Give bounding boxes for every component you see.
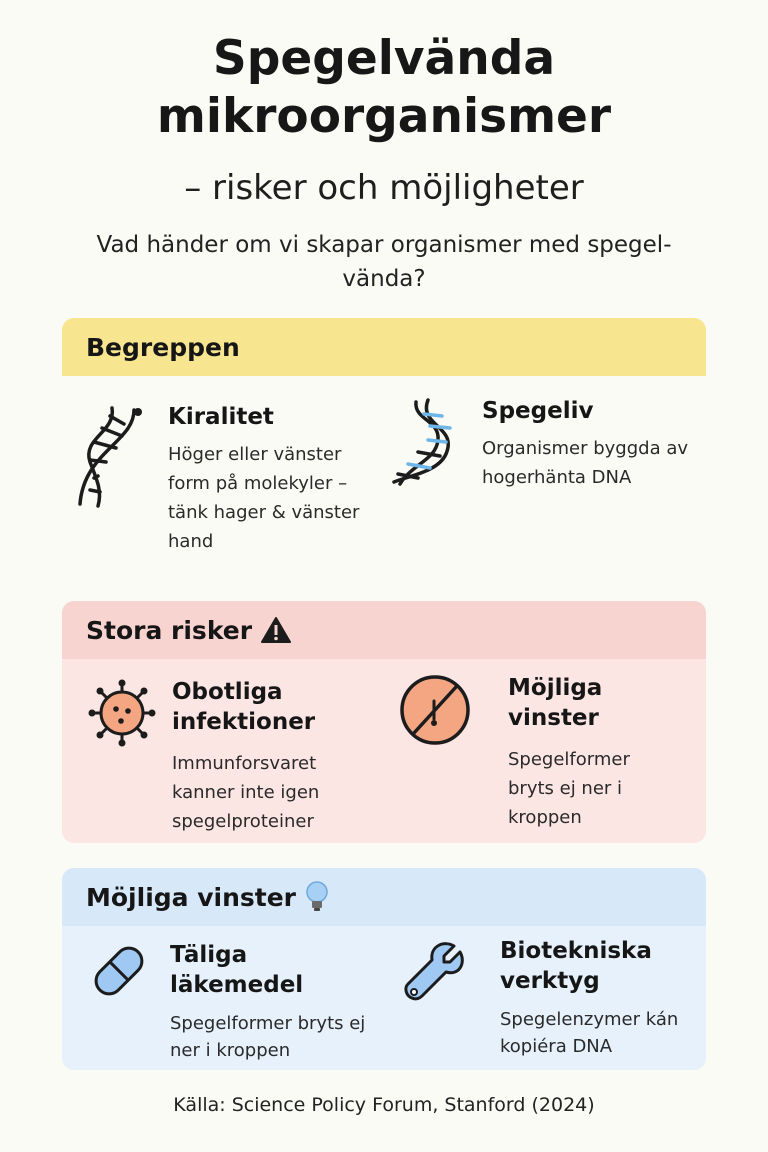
concept-mirror-life [388,396,698,492]
section-concepts [62,318,706,580]
intro-question: Vad händer om vi skapar organismer med spegel-vända? [96,232,672,292]
risk-possible-gains [398,673,698,832]
benefit-title: Täliga läkemedel [170,942,304,998]
section-heading-text: Möjliga vinster [86,882,297,912]
benefit-text: Spegelenzymer kán kopiéra DNA [500,1009,679,1057]
benefit-title: Biotekniska verktyg [500,938,652,994]
section-risks [62,601,706,843]
source-citation: Källa: Science Policy Forum, Stanford (2024) [173,1094,595,1116]
virus-icon [86,677,158,836]
section-heading [62,601,706,659]
page-title [0,30,768,146]
risk-text: Spegelformer bryts ej ner i kroppen [508,749,630,828]
risk-title: Obotliga infektioner [172,679,316,735]
benefit-biotech-tools [400,936,700,1060]
section-heading-text: Begreppen [86,332,240,362]
risk-title: Möjliga vinster [508,675,603,731]
dna-helix-blue-icon [388,396,468,492]
section-heading [62,868,706,926]
wrench-icon [400,936,470,1060]
section-heading [62,318,706,376]
concept-title: Kiralitet [168,404,274,430]
warning-icon [260,616,292,644]
lightbulb-icon [304,880,330,914]
dna-helix-icon [72,402,148,556]
section-heading-text: Stora risker [86,615,253,645]
concept-text: Organismer byggda av hogerhänta DNA [482,438,689,488]
risk-infections [86,677,386,836]
title-line-2: mikroorganismer [156,89,612,144]
benefit-durable-drugs [88,940,398,1064]
concept-chirality [72,402,372,556]
benefit-text: Spegelformer bryts ej ner i kroppen [170,1013,366,1061]
concept-title: Spegeliv [482,398,594,424]
prohibited-icon [398,673,472,832]
title-line-1: Spegelvända [212,31,556,86]
risk-text: Immunforsvaret kanner inte igen spegelproteiner [172,753,320,832]
section-benefits [62,868,706,1070]
concept-text: Höger eller vänster form på molekyler – tänk hager & vänster hand [168,444,360,552]
page-subtitle: – risker och möjligheter [184,168,584,208]
capsule-pill-icon [88,940,150,1064]
